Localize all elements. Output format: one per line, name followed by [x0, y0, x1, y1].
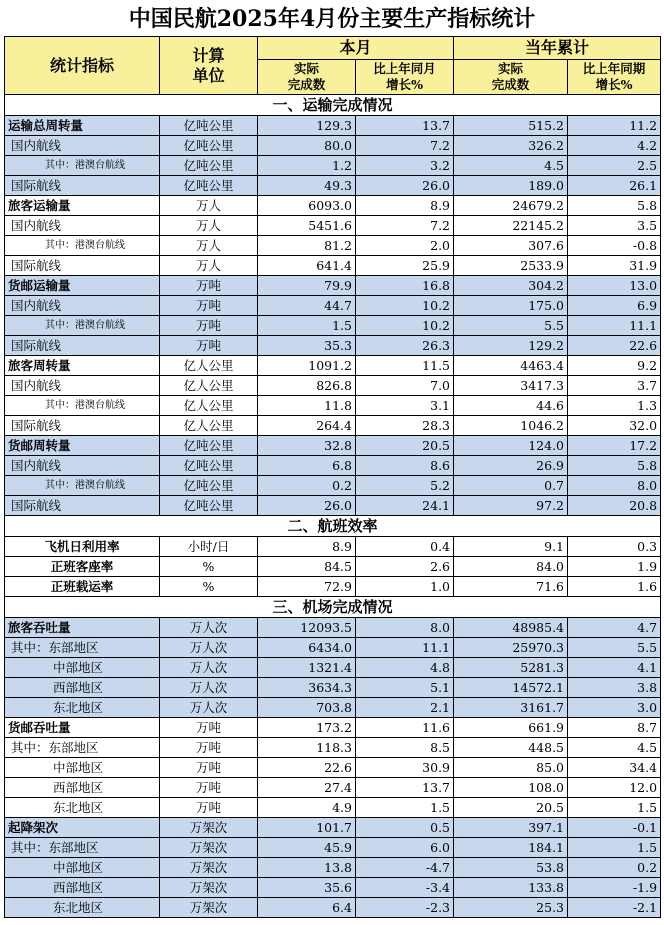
row-label: 货邮运输量 — [5, 276, 160, 296]
header-growth-ytd-line1: 比上年同期 — [582, 61, 646, 76]
row-ytd-growth: 4.5 — [568, 738, 661, 758]
row-ytd-actual: 4.5 — [454, 156, 568, 176]
header-unit-line2: 单位 — [192, 65, 225, 85]
row-unit: 亿吨公里 — [160, 496, 258, 516]
table-row — [5, 136, 661, 156]
row-ytd-growth: 34.4 — [568, 758, 661, 778]
row-unit: 万吨 — [160, 798, 258, 818]
row-label: 其中：东部地区 — [5, 738, 160, 758]
table-row — [5, 638, 661, 658]
table-body — [5, 37, 661, 918]
row-unit: 亿吨公里 — [160, 136, 258, 156]
row-month-actual: 641.4 — [258, 256, 356, 276]
row-label: 国际航线 — [5, 336, 160, 356]
row-ytd-growth: 0.2 — [568, 858, 661, 878]
row-label: 国际航线 — [5, 496, 160, 516]
row-month-growth: 2.6 — [356, 557, 454, 577]
row-month-actual: 1091.2 — [258, 356, 356, 376]
table-row — [5, 537, 661, 557]
row-ytd-actual: 307.6 — [454, 236, 568, 256]
row-ytd-growth: -0.8 — [568, 236, 661, 256]
header-this-month: 本月 — [258, 37, 454, 60]
row-month-growth: 3.2 — [356, 156, 454, 176]
row-label: 旅客吞吐量 — [5, 618, 160, 638]
row-ytd-growth: 4.1 — [568, 658, 661, 678]
row-month-actual: 1321.4 — [258, 658, 356, 678]
header-growth-month-line1: 比上年同月 — [373, 61, 436, 76]
row-ytd-actual: 515.2 — [454, 116, 568, 136]
row-ytd-growth: 1.5 — [568, 838, 661, 858]
row-unit: 万人次 — [160, 698, 258, 718]
row-unit: 万人次 — [160, 658, 258, 678]
row-month-actual: 1.2 — [258, 156, 356, 176]
row-month-growth: 0.5 — [356, 818, 454, 838]
row-ytd-actual: 97.2 — [454, 496, 568, 516]
header-indicator: 统计指标 — [5, 37, 160, 95]
row-ytd-growth: 3.8 — [568, 678, 661, 698]
table-row — [5, 276, 661, 296]
row-month-actual: 6093.0 — [258, 196, 356, 216]
header-unit — [160, 37, 258, 95]
row-ytd-growth: 32.0 — [568, 416, 661, 436]
row-ytd-actual: 14572.1 — [454, 678, 568, 698]
section-header-row — [5, 516, 661, 537]
row-month-growth: 28.3 — [356, 416, 454, 436]
row-unit: 万人次 — [160, 638, 258, 658]
row-unit: 万人 — [160, 256, 258, 276]
row-month-actual: 81.2 — [258, 236, 356, 256]
table-row — [5, 658, 661, 678]
row-label: 东北地区 — [5, 698, 160, 718]
row-ytd-growth: 1.5 — [568, 798, 661, 818]
row-unit: 万架次 — [160, 818, 258, 838]
row-ytd-growth: 1.9 — [568, 557, 661, 577]
row-label: 国内航线 — [5, 456, 160, 476]
row-ytd-actual: 48985.4 — [454, 618, 568, 638]
row-unit: 万架次 — [160, 838, 258, 858]
table-row — [5, 758, 661, 778]
row-label: 其中：港澳台航线 — [5, 476, 160, 496]
row-month-growth: 11.6 — [356, 718, 454, 738]
row-month-actual: 0.2 — [258, 476, 356, 496]
row-label: 运输总周转量 — [5, 116, 160, 136]
row-ytd-actual: 25.3 — [454, 898, 568, 918]
row-month-actual: 8.9 — [258, 537, 356, 557]
table-row — [5, 577, 661, 597]
table-row — [5, 396, 661, 416]
row-unit: 万吨 — [160, 758, 258, 778]
row-unit: % — [160, 577, 258, 597]
row-ytd-actual: 397.1 — [454, 818, 568, 838]
row-ytd-actual: 129.2 — [454, 336, 568, 356]
row-label: 国际航线 — [5, 176, 160, 196]
table-row — [5, 296, 661, 316]
row-ytd-actual: 0.7 — [454, 476, 568, 496]
section-header-row — [5, 95, 661, 116]
row-month-actual: 26.0 — [258, 496, 356, 516]
row-month-growth: 8.6 — [356, 456, 454, 476]
row-month-actual: 84.5 — [258, 557, 356, 577]
row-ytd-growth: -1.9 — [568, 878, 661, 898]
table-row — [5, 176, 661, 196]
row-month-growth: 6.0 — [356, 838, 454, 858]
table-row — [5, 256, 661, 276]
row-ytd-actual: 24679.2 — [454, 196, 568, 216]
row-month-actual: 118.3 — [258, 738, 356, 758]
row-ytd-actual: 5.5 — [454, 316, 568, 336]
row-month-growth: 10.2 — [356, 316, 454, 336]
row-month-growth: 2.1 — [356, 698, 454, 718]
row-month-growth: 13.7 — [356, 778, 454, 798]
row-unit: 万人 — [160, 196, 258, 216]
row-month-actual: 11.8 — [258, 396, 356, 416]
row-ytd-growth: 1.3 — [568, 396, 661, 416]
table-row — [5, 336, 661, 356]
row-month-actual: 264.4 — [258, 416, 356, 436]
row-ytd-growth: 8.7 — [568, 718, 661, 738]
row-unit: 亿吨公里 — [160, 456, 258, 476]
row-ytd-actual: 133.8 — [454, 878, 568, 898]
row-ytd-growth: 12.0 — [568, 778, 661, 798]
row-label: 中部地区 — [5, 658, 160, 678]
row-month-actual: 101.7 — [258, 818, 356, 838]
row-month-growth: 20.5 — [356, 436, 454, 456]
table-row — [5, 778, 661, 798]
row-label: 其中：港澳台航线 — [5, 236, 160, 256]
row-month-growth: 7.2 — [356, 136, 454, 156]
row-month-actual: 12093.5 — [258, 618, 356, 638]
row-ytd-growth: 17.2 — [568, 436, 661, 456]
row-month-growth: 8.5 — [356, 738, 454, 758]
row-unit: 亿吨公里 — [160, 436, 258, 456]
row-month-actual: 49.3 — [258, 176, 356, 196]
row-unit: 万吨 — [160, 296, 258, 316]
header-row-1 — [5, 37, 661, 60]
row-month-growth: 26.0 — [356, 176, 454, 196]
table-row — [5, 738, 661, 758]
row-unit: 万人 — [160, 216, 258, 236]
row-month-actual: 80.0 — [258, 136, 356, 156]
row-ytd-growth: 4.2 — [568, 136, 661, 156]
row-month-actual: 45.9 — [258, 838, 356, 858]
header-unit-line1: 计算 — [192, 45, 225, 65]
row-ytd-growth: 20.8 — [568, 496, 661, 516]
row-unit: 万架次 — [160, 898, 258, 918]
row-ytd-growth: 1.6 — [568, 577, 661, 597]
table-row — [5, 216, 661, 236]
row-month-actual: 703.8 — [258, 698, 356, 718]
row-ytd-growth: 11.1 — [568, 316, 661, 336]
header-growth-ytd-line2: 增长% — [595, 77, 633, 92]
row-label: 国内航线 — [5, 136, 160, 156]
row-month-growth: 30.9 — [356, 758, 454, 778]
table-row — [5, 678, 661, 698]
row-ytd-growth: 8.0 — [568, 476, 661, 496]
row-ytd-growth: 26.1 — [568, 176, 661, 196]
header-actual-line2: 完成数 — [287, 77, 326, 92]
table-row — [5, 316, 661, 336]
row-label: 国内航线 — [5, 216, 160, 236]
row-ytd-actual: 20.5 — [454, 798, 568, 818]
header-actual-month — [258, 60, 356, 95]
row-ytd-actual: 3417.3 — [454, 376, 568, 396]
table-row — [5, 436, 661, 456]
row-month-actual: 6434.0 — [258, 638, 356, 658]
row-unit: 万人次 — [160, 618, 258, 638]
row-month-actual: 72.9 — [258, 577, 356, 597]
row-ytd-actual: 3161.7 — [454, 698, 568, 718]
header-growth-ytd — [568, 60, 661, 95]
table-row — [5, 818, 661, 838]
row-label: 国内航线 — [5, 376, 160, 396]
table-row — [5, 618, 661, 638]
row-month-growth: 7.0 — [356, 376, 454, 396]
row-ytd-actual: 9.1 — [454, 537, 568, 557]
row-ytd-growth: 6.9 — [568, 296, 661, 316]
row-ytd-actual: 53.8 — [454, 858, 568, 878]
row-ytd-actual: 189.0 — [454, 176, 568, 196]
table-row — [5, 557, 661, 577]
row-ytd-growth: 11.2 — [568, 116, 661, 136]
row-month-growth: 3.1 — [356, 396, 454, 416]
row-unit: % — [160, 557, 258, 577]
table-row — [5, 798, 661, 818]
row-ytd-actual: 5281.3 — [454, 658, 568, 678]
row-unit: 万吨 — [160, 336, 258, 356]
section-title: 二、航班效率 — [5, 516, 661, 537]
row-unit: 万吨 — [160, 316, 258, 336]
row-ytd-actual: 26.9 — [454, 456, 568, 476]
row-month-growth: 26.3 — [356, 336, 454, 356]
row-unit: 小时/日 — [160, 537, 258, 557]
row-ytd-growth: 3.7 — [568, 376, 661, 396]
row-ytd-growth: 9.2 — [568, 356, 661, 376]
page-title: 中国民航2025年4月份主要生产指标统计 — [128, 6, 536, 32]
row-label: 西部地区 — [5, 678, 160, 698]
row-ytd-actual: 448.5 — [454, 738, 568, 758]
row-month-growth: 8.0 — [356, 618, 454, 638]
row-month-actual: 5451.6 — [258, 216, 356, 236]
row-unit: 亿吨公里 — [160, 116, 258, 136]
row-unit: 亿人公里 — [160, 376, 258, 396]
table-row — [5, 718, 661, 738]
table-row — [5, 156, 661, 176]
row-ytd-actual: 304.2 — [454, 276, 568, 296]
row-ytd-growth: -0.1 — [568, 818, 661, 838]
section-title: 一、运输完成情况 — [5, 95, 661, 116]
header-actual-ytd-line1: 实际 — [498, 61, 524, 76]
row-unit: 万吨 — [160, 276, 258, 296]
row-ytd-actual: 44.6 — [454, 396, 568, 416]
row-label: 起降架次 — [5, 818, 160, 838]
row-ytd-growth: 0.3 — [568, 537, 661, 557]
row-ytd-actual: 85.0 — [454, 758, 568, 778]
row-unit: 万人 — [160, 236, 258, 256]
row-month-growth: 2.0 — [356, 236, 454, 256]
row-unit: 亿吨公里 — [160, 476, 258, 496]
row-month-actual: 129.3 — [258, 116, 356, 136]
row-month-actual: 35.6 — [258, 878, 356, 898]
row-ytd-growth: 3.0 — [568, 698, 661, 718]
row-ytd-actual: 175.0 — [454, 296, 568, 316]
row-month-actual: 35.3 — [258, 336, 356, 356]
row-label: 东北地区 — [5, 798, 160, 818]
header-actual-line1: 实际 — [293, 61, 319, 76]
row-month-growth: 5.2 — [356, 476, 454, 496]
row-ytd-actual: 22145.2 — [454, 216, 568, 236]
row-month-growth: 1.5 — [356, 798, 454, 818]
row-label: 货邮周转量 — [5, 436, 160, 456]
row-unit: 亿人公里 — [160, 416, 258, 436]
header-actual-ytd-line2: 完成数 — [491, 77, 530, 92]
row-month-growth: 4.8 — [356, 658, 454, 678]
table-row — [5, 476, 661, 496]
table-row — [5, 356, 661, 376]
table-row — [5, 838, 661, 858]
table-row — [5, 116, 661, 136]
row-label: 中部地区 — [5, 758, 160, 778]
table-row — [5, 236, 661, 256]
row-ytd-growth: 2.5 — [568, 156, 661, 176]
row-ytd-actual: 4463.4 — [454, 356, 568, 376]
row-month-actual: 6.4 — [258, 898, 356, 918]
table-row — [5, 376, 661, 396]
row-ytd-growth: 4.7 — [568, 618, 661, 638]
row-month-growth: -3.4 — [356, 878, 454, 898]
row-label: 国际航线 — [5, 416, 160, 436]
row-ytd-growth: 5.5 — [568, 638, 661, 658]
row-label: 旅客周转量 — [5, 356, 160, 376]
row-month-actual: 3634.3 — [258, 678, 356, 698]
row-month-actual: 6.8 — [258, 456, 356, 476]
row-ytd-actual: 108.0 — [454, 778, 568, 798]
row-label: 西部地区 — [5, 878, 160, 898]
row-unit: 亿人公里 — [160, 356, 258, 376]
row-month-actual: 173.2 — [258, 718, 356, 738]
row-ytd-actual: 326.2 — [454, 136, 568, 156]
row-month-actual: 13.8 — [258, 858, 356, 878]
table-row — [5, 416, 661, 436]
row-month-actual: 32.8 — [258, 436, 356, 456]
row-label: 东北地区 — [5, 898, 160, 918]
row-month-actual: 44.7 — [258, 296, 356, 316]
row-month-actual: 79.9 — [258, 276, 356, 296]
header-growth-month — [356, 60, 454, 95]
row-label: 国内航线 — [5, 296, 160, 316]
table-row — [5, 698, 661, 718]
row-label: 其中：港澳台航线 — [5, 316, 160, 336]
row-month-growth: 8.9 — [356, 196, 454, 216]
row-label: 国际航线 — [5, 256, 160, 276]
row-label: 飞机日利用率 — [5, 537, 160, 557]
row-label: 正班载运率 — [5, 577, 160, 597]
row-ytd-growth: -2.1 — [568, 898, 661, 918]
row-unit: 万吨 — [160, 718, 258, 738]
row-unit: 万人次 — [160, 678, 258, 698]
row-label: 其中：港澳台航线 — [5, 156, 160, 176]
row-month-growth: 25.9 — [356, 256, 454, 276]
row-month-actual: 27.4 — [258, 778, 356, 798]
statistics-table — [4, 36, 661, 918]
table-row — [5, 898, 661, 918]
section-header-row — [5, 597, 661, 618]
row-ytd-actual: 661.9 — [454, 718, 568, 738]
row-unit: 亿人公里 — [160, 396, 258, 416]
row-label: 其中：东部地区 — [5, 638, 160, 658]
header-growth-month-line2: 增长% — [386, 77, 423, 92]
row-label: 其中：东部地区 — [5, 838, 160, 858]
row-month-actual: 826.8 — [258, 376, 356, 396]
row-month-actual: 4.9 — [258, 798, 356, 818]
row-ytd-actual: 84.0 — [454, 557, 568, 577]
row-ytd-actual: 124.0 — [454, 436, 568, 456]
row-month-growth: 10.2 — [356, 296, 454, 316]
row-month-growth: 13.7 — [356, 116, 454, 136]
row-unit: 万吨 — [160, 778, 258, 798]
row-ytd-actual: 184.1 — [454, 838, 568, 858]
row-month-actual: 1.5 — [258, 316, 356, 336]
row-ytd-actual: 2533.9 — [454, 256, 568, 276]
row-ytd-actual: 71.6 — [454, 577, 568, 597]
row-label: 中部地区 — [5, 858, 160, 878]
row-month-growth: 11.5 — [356, 356, 454, 376]
row-month-growth: 11.1 — [356, 638, 454, 658]
table-row — [5, 878, 661, 898]
header-actual-ytd — [454, 60, 568, 95]
row-ytd-growth: 5.8 — [568, 456, 661, 476]
row-month-growth: 16.8 — [356, 276, 454, 296]
row-label: 西部地区 — [5, 778, 160, 798]
row-unit: 万架次 — [160, 878, 258, 898]
row-label: 正班客座率 — [5, 557, 160, 577]
row-label: 货邮吞吐量 — [5, 718, 160, 738]
row-month-actual: 22.6 — [258, 758, 356, 778]
row-month-growth: 7.2 — [356, 216, 454, 236]
row-ytd-growth: 3.5 — [568, 216, 661, 236]
table-row — [5, 196, 661, 216]
row-month-growth: -2.3 — [356, 898, 454, 918]
header-ytd: 当年累计 — [454, 37, 661, 60]
row-month-growth: 5.1 — [356, 678, 454, 698]
table-row — [5, 858, 661, 878]
row-ytd-growth: 5.8 — [568, 196, 661, 216]
row-ytd-growth: 22.6 — [568, 336, 661, 356]
row-month-growth: 24.1 — [356, 496, 454, 516]
row-ytd-growth: 31.9 — [568, 256, 661, 276]
section-title: 三、机场完成情况 — [5, 597, 661, 618]
row-month-growth: -4.7 — [356, 858, 454, 878]
row-ytd-actual: 1046.2 — [454, 416, 568, 436]
row-unit: 万架次 — [160, 858, 258, 878]
table-row — [5, 496, 661, 516]
row-label: 旅客运输量 — [5, 196, 160, 216]
row-unit: 万吨 — [160, 738, 258, 758]
row-month-growth: 0.4 — [356, 537, 454, 557]
row-unit: 亿吨公里 — [160, 176, 258, 196]
row-month-growth: 1.0 — [356, 577, 454, 597]
table-row — [5, 456, 661, 476]
row-ytd-actual: 25970.3 — [454, 638, 568, 658]
row-unit: 亿吨公里 — [160, 156, 258, 176]
row-label: 其中：港澳台航线 — [5, 396, 160, 416]
row-ytd-growth: 13.0 — [568, 276, 661, 296]
